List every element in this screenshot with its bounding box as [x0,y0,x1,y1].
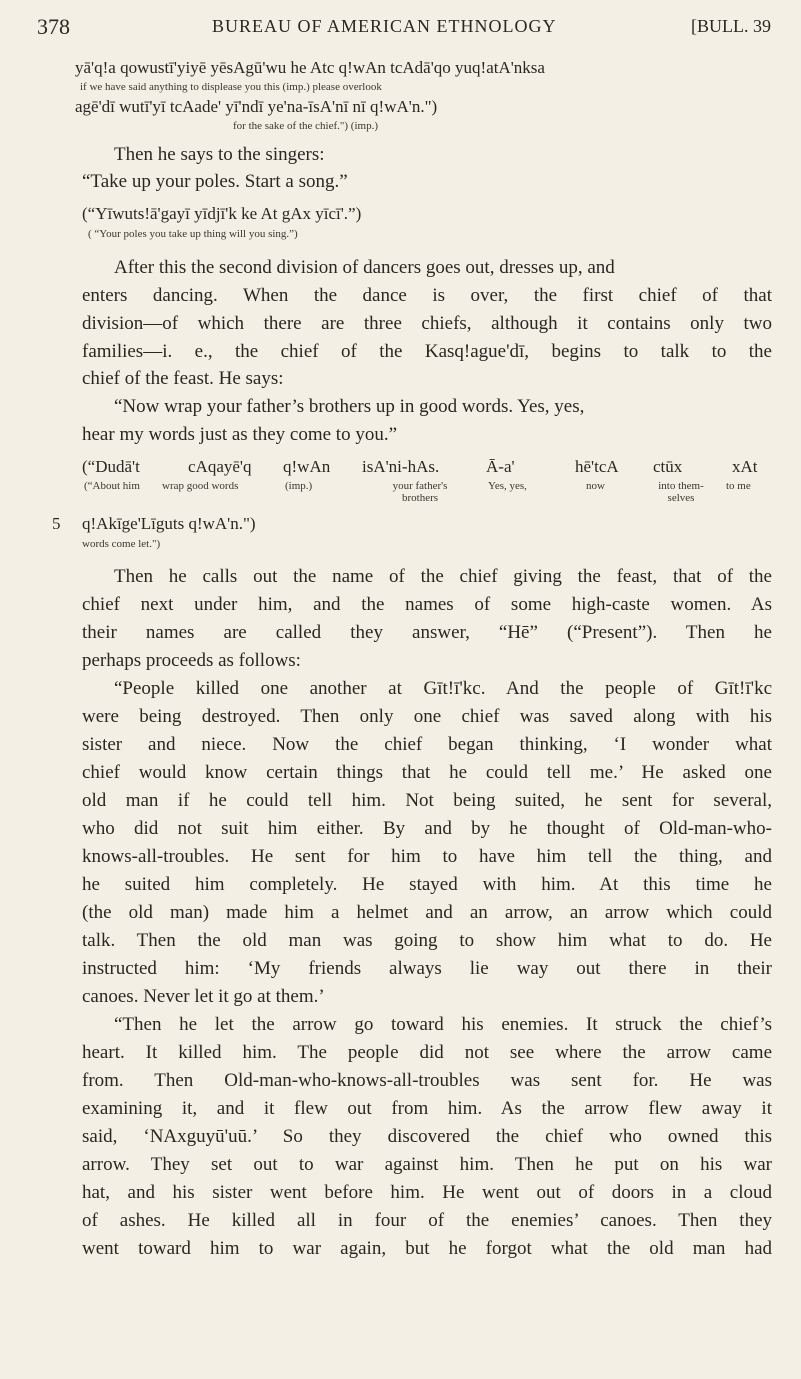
text-line: enters dancing. When the dance is over, the first chief of that [82,285,772,306]
native-text-line: q!Akīge'Līguts q!wA'n.") [82,514,256,533]
native-word: ctūx [653,457,683,476]
text-line: from. Then Old-man-who-knows-all-troubles was sent for. He was [82,1070,772,1091]
text-line: perhaps proceeds as follows: [82,650,301,671]
text-line: division—of which there are three chiefs, although it contains only two [82,313,772,334]
native-text-line: (“Yīwuts!ā'gayī yīdjī'k ke At gAx yīcī'.”) [82,204,362,223]
text-line: their names are called they answer, “Hē” (“Present”). Then he [82,622,772,643]
native-text-line: yā'q!a qowustī'yiyē yēsAgū'wu he Atc q!wAn tcAdā'qo yuq!atA'nksa [75,58,545,77]
text-line: went toward him to war again, but he forgot what the old man had [82,1238,772,1259]
text-line: “Now wrap your father’s brothers up in good words. Yes, yes, [114,396,585,417]
text-line: old man if he could tell him. Not being suited, he sent for several, [82,790,772,811]
gloss-line: words come let.") [82,538,161,550]
text-line: Then he says to the singers: [114,144,325,165]
text-line: knows-all-troubles. He sent for him to have him tell the thing, and [82,846,772,867]
gloss-line: ( “Your poles you take up thing will you sing.”) [88,228,298,240]
text-line: of ashes. He killed all in four of the enemies’ canoes. Then they [82,1210,772,1231]
text-line: (the old man) made him a helmet and an arrow, an arrow which could [82,902,772,923]
native-word: isA'ni-hAs. [362,457,440,476]
gloss-word: (imp.) [285,480,313,492]
text-line: who did not suit him either. By and by he thought of Old-man-who- [82,818,772,839]
text-line: he suited him completely. He stayed with him. At this time he [82,874,772,895]
native-word: Ā-a' [486,457,515,476]
text-line: After this the second division of dancers goes out, dresses up, and [114,257,615,278]
native-word: xAt [732,457,758,476]
native-word: hē'tcA [575,457,619,476]
gloss-word: into them-selves [658,480,704,504]
gloss-word: now [586,480,605,492]
gloss-word: your father's brothers [392,480,448,504]
native-text-line: agē'dī wutī'yī tcAade' yī'ndī ye'na-īsA'nī nī q!wA'n.") [75,97,438,116]
text-line: chief next under him, and the names of some high-caste women. As [82,594,772,615]
page-number: 378 [37,14,70,39]
text-line: arrow. They set out to war against him. Then he put on his war [82,1154,772,1175]
gloss-line: for the sake of the chief.") (imp.) [233,120,378,132]
text-line: sister and niece. Now the chief began thinking, ‘I wonder what [82,734,772,755]
text-line: heart. It killed him. The people did not see where the arrow came [82,1042,772,1063]
text-line: “Take up your poles. Start a song.” [82,171,348,192]
text-line: talk. Then the old man was going to show him what to do. He [82,930,772,951]
gloss-word: Yes, yes, [488,480,527,492]
text-line: were being destroyed. Then only one chief was saved along with his [82,706,772,727]
native-word: (“Dudā't [82,457,140,476]
text-line: families—i. e., the chief of the Kasq!ague'dī, begins to talk to the [82,341,772,362]
gloss-line: if we have said anything to displease you this (imp.) please overlook [80,81,382,93]
text-line: canoes. Never let it go at them.’ [82,986,325,1007]
line-number: 5 [52,514,61,533]
gloss-word: (“About him [84,480,140,492]
text-line: examining it, and it flew out from him. As the arrow flew away it [82,1098,772,1119]
text-line: chief of the feast. He says: [82,368,284,389]
text-line: chief would know certain things that he could tell me.’ He asked one [82,762,772,783]
text-line: “Then he let the arrow go toward his enemies. It struck the chief’s [114,1014,772,1035]
text-line: hear my words just as they come to you.” [82,424,398,445]
gloss-word: wrap good words [162,480,239,492]
native-word: q!wAn [283,457,331,476]
page-header [37,14,771,44]
text-line: instructed him: ‘My friends always lie way out there in their [82,958,772,979]
text-line: “People killed one another at Gīt!ī'kc. And the people of Gīt!ī'kc [114,678,772,699]
text-line: hat, and his sister went before him. He went out of doors in a cloud [82,1182,772,1203]
bulletin-label: [BULL. 39 [691,16,771,36]
gloss-word: to me [726,480,751,492]
text-line: said, ‘NAxguyū'uū.’ So they discovered the chief who owned this [82,1126,772,1147]
text-line: Then he calls out the name of the chief giving the feast, that of the [114,566,772,587]
native-word: cAqayē'q [188,457,252,476]
running-title: BUREAU OF AMERICAN ETHNOLOGY [212,16,557,36]
